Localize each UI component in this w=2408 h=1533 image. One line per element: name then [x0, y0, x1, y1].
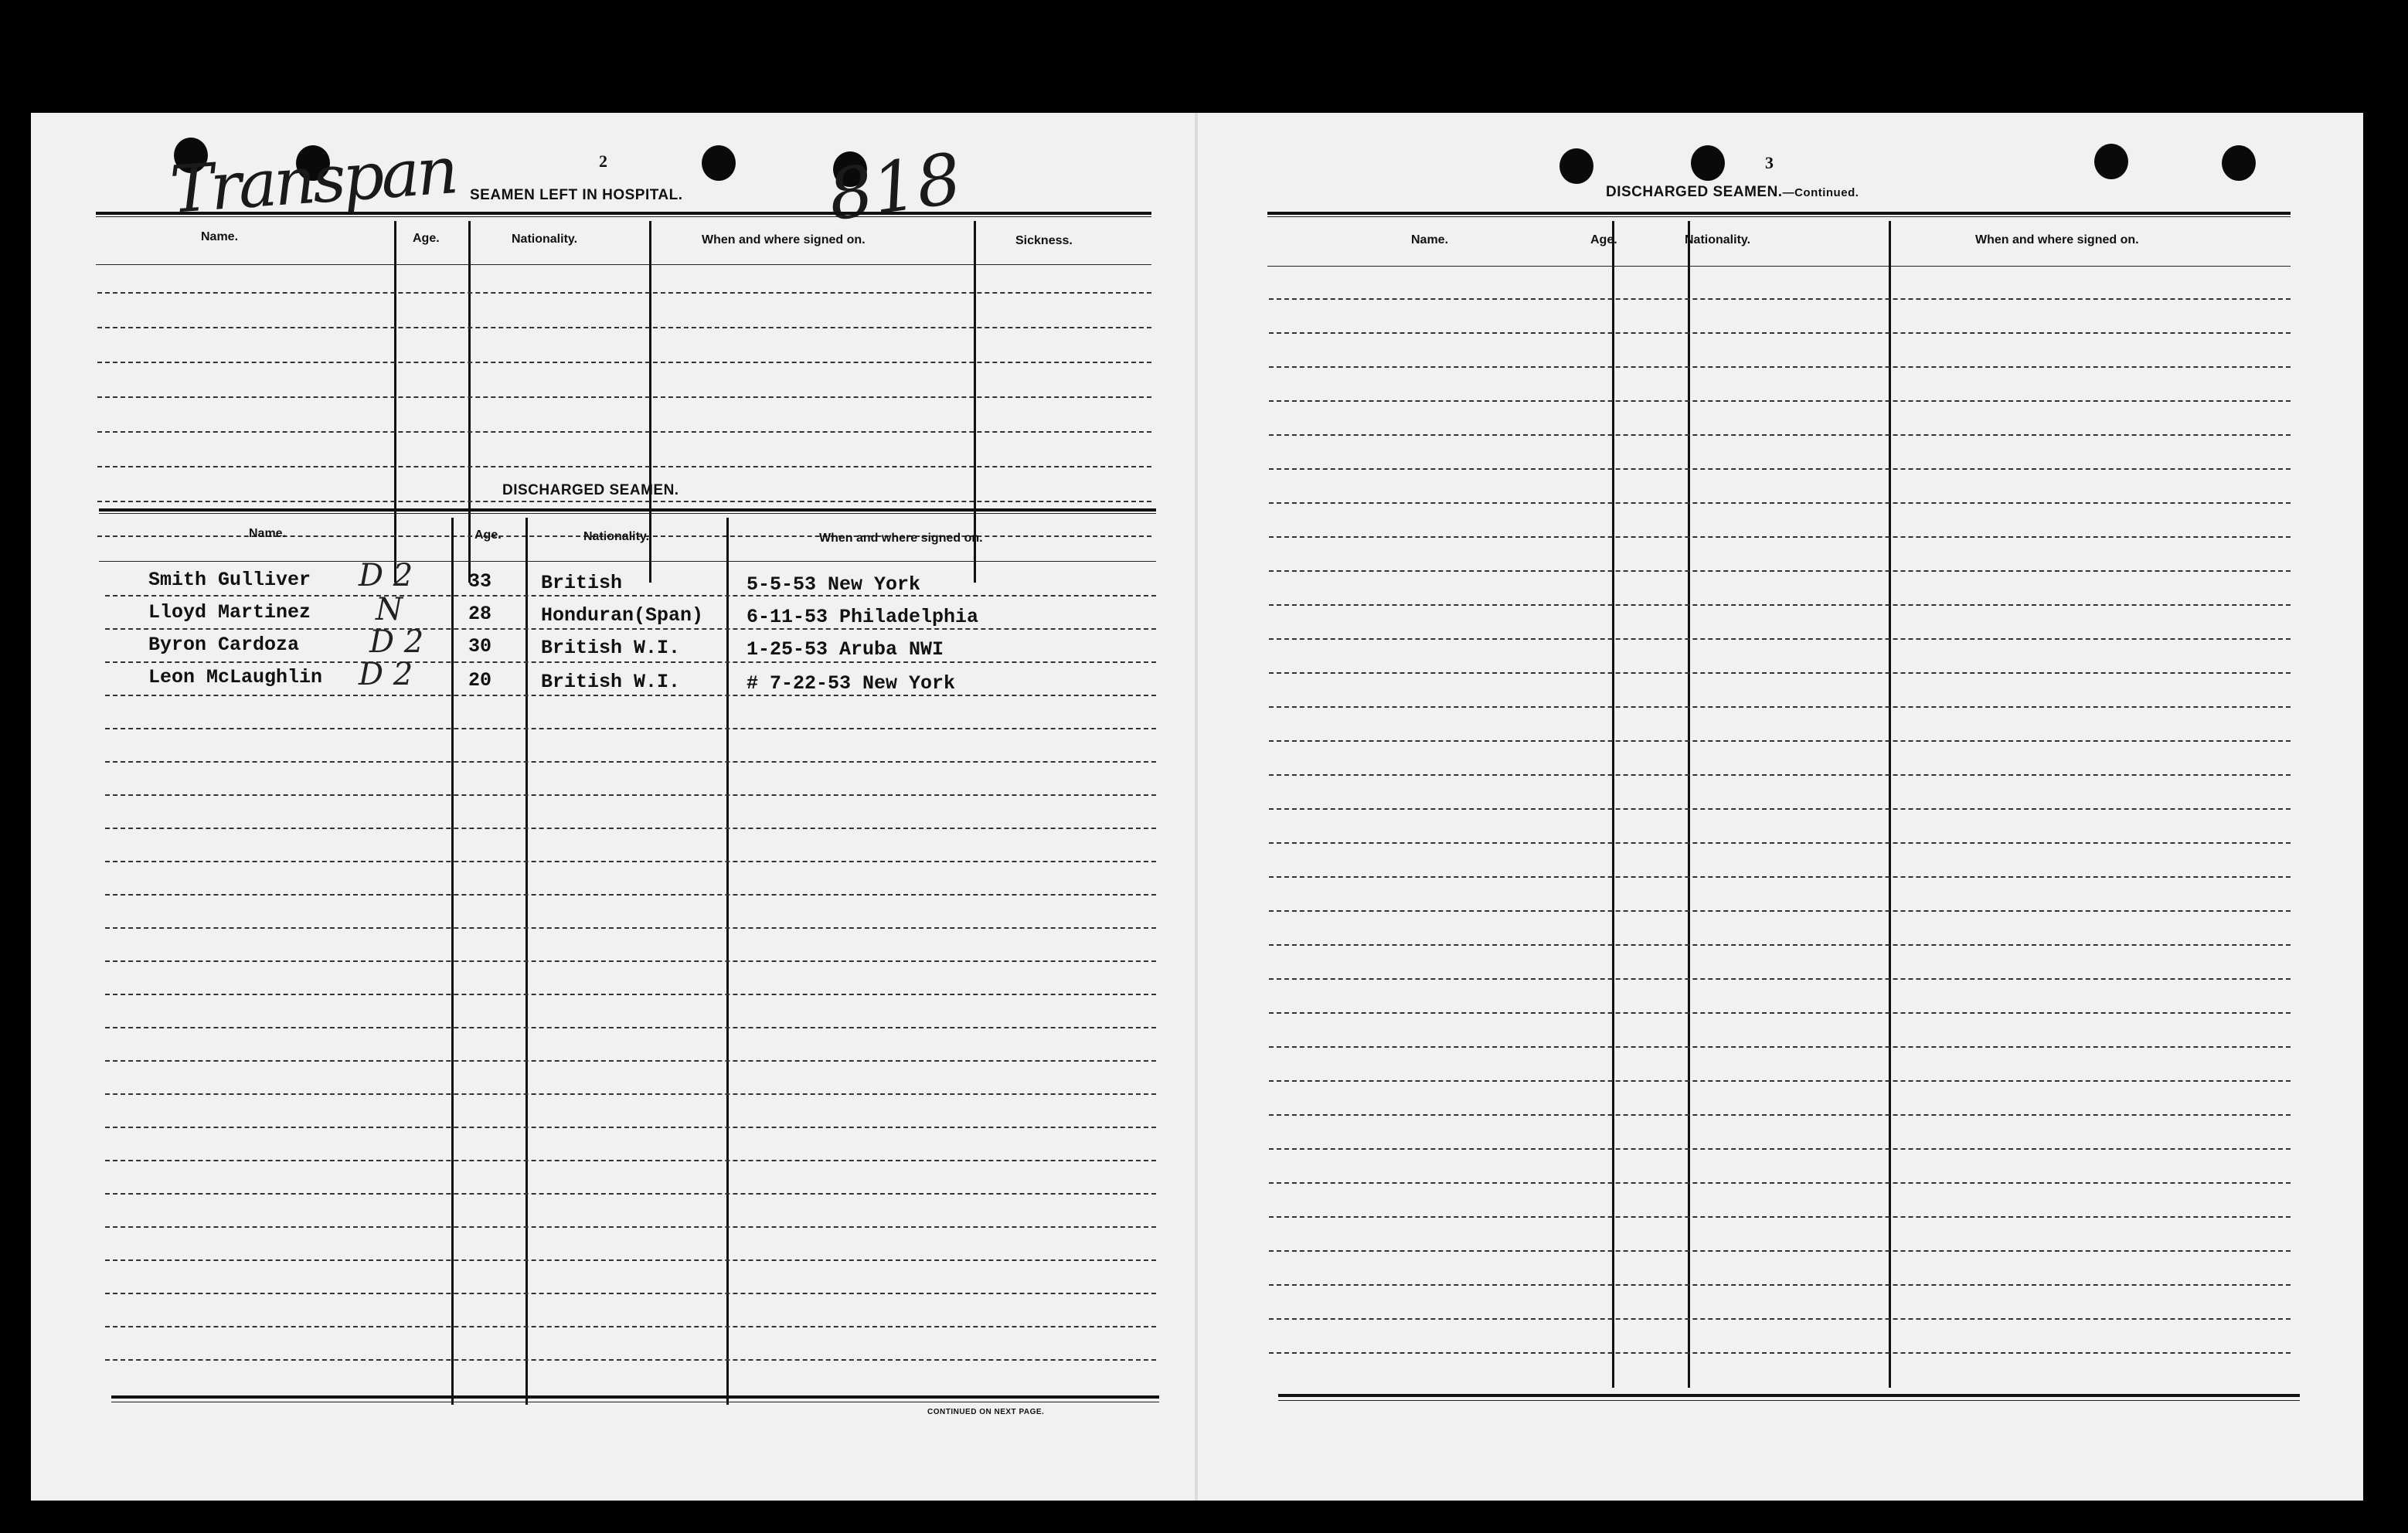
- handwritten-mark: D 2: [359, 657, 413, 692]
- seaman-nationality: British: [541, 572, 623, 594]
- table-bottom-rule: [1278, 1394, 2300, 1397]
- right-page: [1198, 113, 2363, 1501]
- column-header-nationality: Nationality.: [1685, 233, 1751, 246]
- table-top-rule: [96, 216, 1151, 217]
- table-top-rule: [99, 508, 1156, 512]
- header-bottom-rule: [1267, 266, 2291, 267]
- ruled-line: [1269, 1250, 2291, 1252]
- discharged-section-title: DISCHARGED SEAMEN.: [502, 482, 679, 498]
- column-header-age: Age.: [474, 529, 502, 542]
- seaman-nationality: British W.I.: [541, 671, 681, 693]
- seaman-nationality: British W.I.: [541, 637, 681, 659]
- left-page: [31, 113, 1198, 1501]
- handwritten-vessel-name: Transpan: [168, 132, 458, 228]
- ruled-line: [97, 396, 1151, 398]
- column-divider: [974, 221, 976, 583]
- ruled-line: [105, 794, 1156, 796]
- seaman-name: Lloyd Martinez: [148, 601, 311, 624]
- ruled-line: [1269, 1284, 2291, 1286]
- ruled-line: [105, 960, 1156, 962]
- header-bottom-rule: [99, 561, 1156, 562]
- seaman-signed-on: 6-11-53 Philadelphia: [747, 606, 979, 628]
- ruled-line: [1269, 1114, 2291, 1116]
- column-header-nationality: Nationality.: [512, 233, 578, 246]
- punch-hole: [1691, 145, 1725, 181]
- seaman-name: Leon McLaughlin: [148, 666, 323, 688]
- ruled-line: [1269, 1352, 2291, 1354]
- ruled-line: [105, 1293, 1156, 1294]
- column-divider: [1612, 221, 1614, 1388]
- ruled-line: [97, 501, 1151, 502]
- handwritten-mark: D 2: [369, 624, 424, 660]
- column-divider: [649, 221, 651, 583]
- table-top-rule: [1267, 212, 2291, 215]
- ruled-line: [1269, 604, 2291, 606]
- table-bottom-rule: [1278, 1400, 2300, 1401]
- ruled-line: [105, 861, 1156, 862]
- ruled-line: [1269, 774, 2291, 776]
- ruled-line: [1269, 910, 2291, 912]
- ruled-line: [105, 828, 1156, 829]
- seaman-nationality: Honduran(Span): [541, 604, 704, 627]
- seaman-age: 30: [468, 635, 492, 658]
- column-header-name: Name.: [249, 527, 287, 540]
- seaman-age: 28: [468, 603, 492, 625]
- ruled-line: [1269, 1046, 2291, 1048]
- column-header-sickness: Sickness.: [1015, 234, 1073, 247]
- column-divider: [394, 221, 396, 583]
- ruled-line: [1269, 400, 2291, 402]
- column-header-signed-on: When and where signed on.: [819, 532, 983, 545]
- ruled-line: [105, 1226, 1156, 1228]
- ruled-line: [1269, 434, 2291, 436]
- ruled-line: [105, 628, 1156, 630]
- ruled-line: [1269, 740, 2291, 742]
- ruled-line: [105, 1060, 1156, 1062]
- ruled-line: [105, 927, 1156, 929]
- column-divider: [1688, 221, 1690, 1388]
- column-header-age: Age.: [1590, 233, 1617, 246]
- ruled-line: [105, 1160, 1156, 1161]
- seaman-signed-on: 1-25-53 Aruba NWI: [747, 638, 944, 661]
- page-number: 2: [599, 151, 607, 171]
- column-header-signed-on: When and where signed on.: [1975, 233, 2139, 246]
- ruled-line: [105, 1027, 1156, 1028]
- ruled-line: [1269, 1216, 2291, 1218]
- ruled-line: [1269, 808, 2291, 810]
- ruled-line: [105, 1326, 1156, 1327]
- punch-hole: [1559, 148, 1593, 184]
- title-text: DISCHARGED SEAMEN.: [1606, 184, 1783, 200]
- page-number: 3: [1765, 153, 1774, 172]
- ruled-line: [97, 327, 1151, 328]
- table-top-rule: [1267, 216, 2291, 217]
- ruled-line: [1269, 1012, 2291, 1014]
- ruled-line: [105, 1193, 1156, 1195]
- ruled-line: [1269, 672, 2291, 674]
- ruled-line: [1269, 536, 2291, 538]
- ruled-line: [97, 466, 1151, 467]
- header-bottom-rule: [96, 264, 1151, 265]
- ruled-line: [105, 595, 1156, 597]
- table-top-rule: [96, 212, 1151, 215]
- ruled-line: [1269, 468, 2291, 470]
- seaman-signed-on: # 7-22-53 New York: [747, 672, 956, 695]
- ruled-line: [1269, 1148, 2291, 1150]
- ruled-line: [105, 661, 1156, 663]
- column-header-name: Name.: [1411, 233, 1449, 246]
- handwritten-mark: N: [376, 592, 403, 627]
- ruled-line: [1269, 944, 2291, 946]
- ruled-line: [105, 728, 1156, 729]
- ruled-line: [105, 695, 1156, 696]
- ruled-line: [1269, 638, 2291, 640]
- column-header-age: Age.: [413, 232, 440, 245]
- column-header-signed-on: When and where signed on.: [702, 233, 866, 246]
- title-suffix: —Continued.: [1782, 186, 1859, 199]
- handwritten-file-number: 818: [823, 138, 967, 237]
- column-divider: [1889, 221, 1891, 1388]
- ruled-line: [97, 431, 1151, 433]
- ruled-line: [1269, 502, 2291, 504]
- ruled-line: [1269, 1318, 2291, 1320]
- ruled-line: [1269, 842, 2291, 844]
- ruled-line: [1269, 298, 2291, 300]
- ruled-line: [1269, 570, 2291, 572]
- ruled-line: [105, 1359, 1156, 1361]
- ruled-line: [1269, 876, 2291, 878]
- ruled-line: [1269, 1080, 2291, 1082]
- punch-hole: [702, 145, 736, 181]
- table-top-rule: [99, 513, 1156, 514]
- ruled-line: [1269, 366, 2291, 368]
- ruled-line: [1269, 1182, 2291, 1184]
- column-header-name: Name.: [201, 230, 239, 243]
- seaman-name: Byron Cardoza: [148, 634, 300, 656]
- ruled-line: [97, 362, 1151, 363]
- ruled-line: [105, 994, 1156, 995]
- column-header-nationality: Nationality.: [583, 530, 650, 543]
- ruled-line: [97, 292, 1151, 294]
- continued-footer: CONTINUED ON NEXT PAGE.: [927, 1408, 1045, 1416]
- ruled-line: [1269, 706, 2291, 708]
- seaman-signed-on: 5-5-53 New York: [747, 573, 921, 596]
- punch-hole: [2222, 145, 2256, 181]
- ruled-line: [105, 761, 1156, 763]
- ruled-line: [105, 1093, 1156, 1095]
- handwritten-mark: D 2: [359, 558, 413, 593]
- ruled-line: [1269, 978, 2291, 980]
- ruled-line: [105, 1259, 1156, 1261]
- seaman-age: 20: [468, 669, 492, 692]
- discharged-continued-title: [1606, 184, 1859, 201]
- column-divider: [468, 221, 471, 583]
- seaman-age: 33: [468, 570, 492, 593]
- table-bottom-rule: [111, 1395, 1159, 1399]
- ruled-line: [105, 1127, 1156, 1128]
- ruled-line: [105, 894, 1156, 896]
- punch-hole: [2094, 144, 2128, 179]
- ruled-line: [1269, 332, 2291, 334]
- hospital-section-title: SEAMEN LEFT IN HOSPITAL.: [470, 187, 683, 203]
- seaman-name: Smith Gulliver: [148, 569, 311, 591]
